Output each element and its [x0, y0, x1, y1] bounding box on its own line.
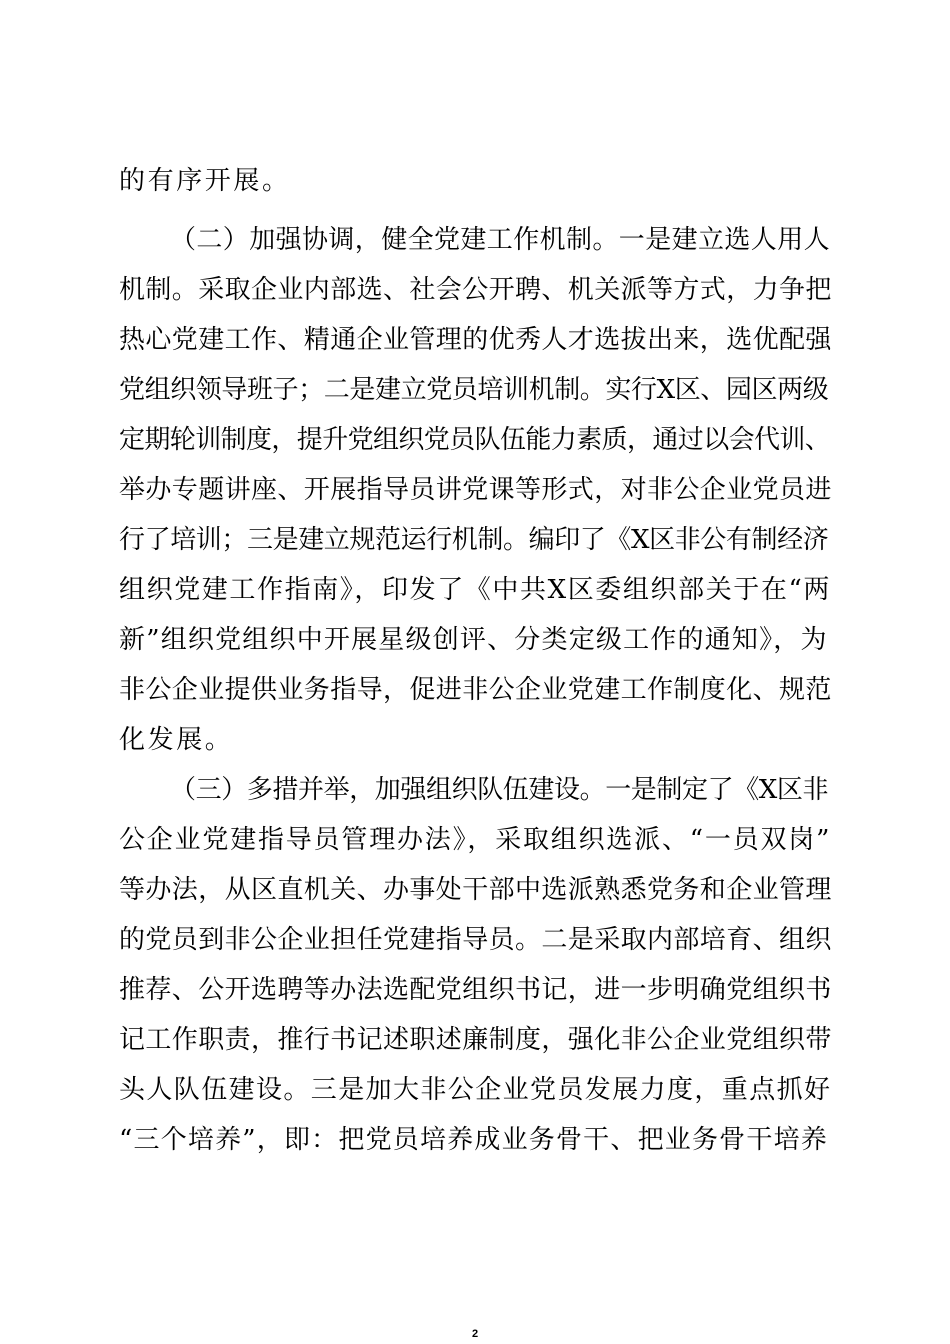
- text-line: 非公企业提供业务指导，促进非公企业党建工作制度化、规范: [119, 675, 832, 705]
- text-line: 举办专题讲座、开展指导员讲党课等形式，对非公企业党员进: [119, 475, 832, 505]
- text-line: 新”组织党组织中开展星级创评、分类定级工作的通知》，为: [119, 625, 828, 655]
- text-line: 化发展。: [119, 725, 234, 755]
- text-line: 行了培训；三是建立规范运行机制。编印了《X区非公有制经济: [119, 525, 829, 555]
- section-heading-line: （二）加强协调，健全党建工作机制。一是建立选人用人: [170, 225, 831, 255]
- text-line: 的有序开展。: [119, 166, 291, 196]
- text-line: 的党员到非公企业担任党建指导员。二是采取内部培育、组织: [119, 925, 832, 955]
- text-line: 党组织领导班子；二是建立党员培训机制。实行X区、园区两级: [119, 375, 829, 405]
- text-line: 头人队伍建设。三是加大非公企业党员发展力度，重点抓好: [119, 1075, 832, 1105]
- text-line: 推荐、公开选聘等办法选配党组织书记，进一步明确党组织书: [119, 975, 832, 1005]
- section-heading-line: （三）多措并举，加强组织队伍建设。一是制定了《X区非: [170, 775, 829, 805]
- text-line: 组织党建工作指南》，印发了《中共X区委组织部关于在“两: [119, 575, 832, 605]
- text-line: 机制。采取企业内部选、社会公开聘、机关派等方式，力争把: [119, 275, 832, 305]
- text-line: “三个培养”，即：把党员培养成业务骨干、把业务骨干培养: [119, 1125, 828, 1155]
- text-line: 公企业党建指导员管理办法》，采取组织选派、“一员双岗”: [119, 825, 832, 855]
- page-number: 2: [471, 1328, 479, 1340]
- text-line: 热心党建工作、精通企业管理的优秀人才选拔出来，选优配强: [119, 325, 832, 355]
- text-line: 等办法，从区直机关、办事处干部中选派熟悉党务和企业管理: [119, 875, 832, 905]
- text-line: 记工作职责，推行书记述职述廉制度，强化非公企业党组织带: [119, 1025, 832, 1055]
- text-line: 定期轮训制度，提升党组织党员队伍能力素质，通过以会代训、: [119, 425, 831, 455]
